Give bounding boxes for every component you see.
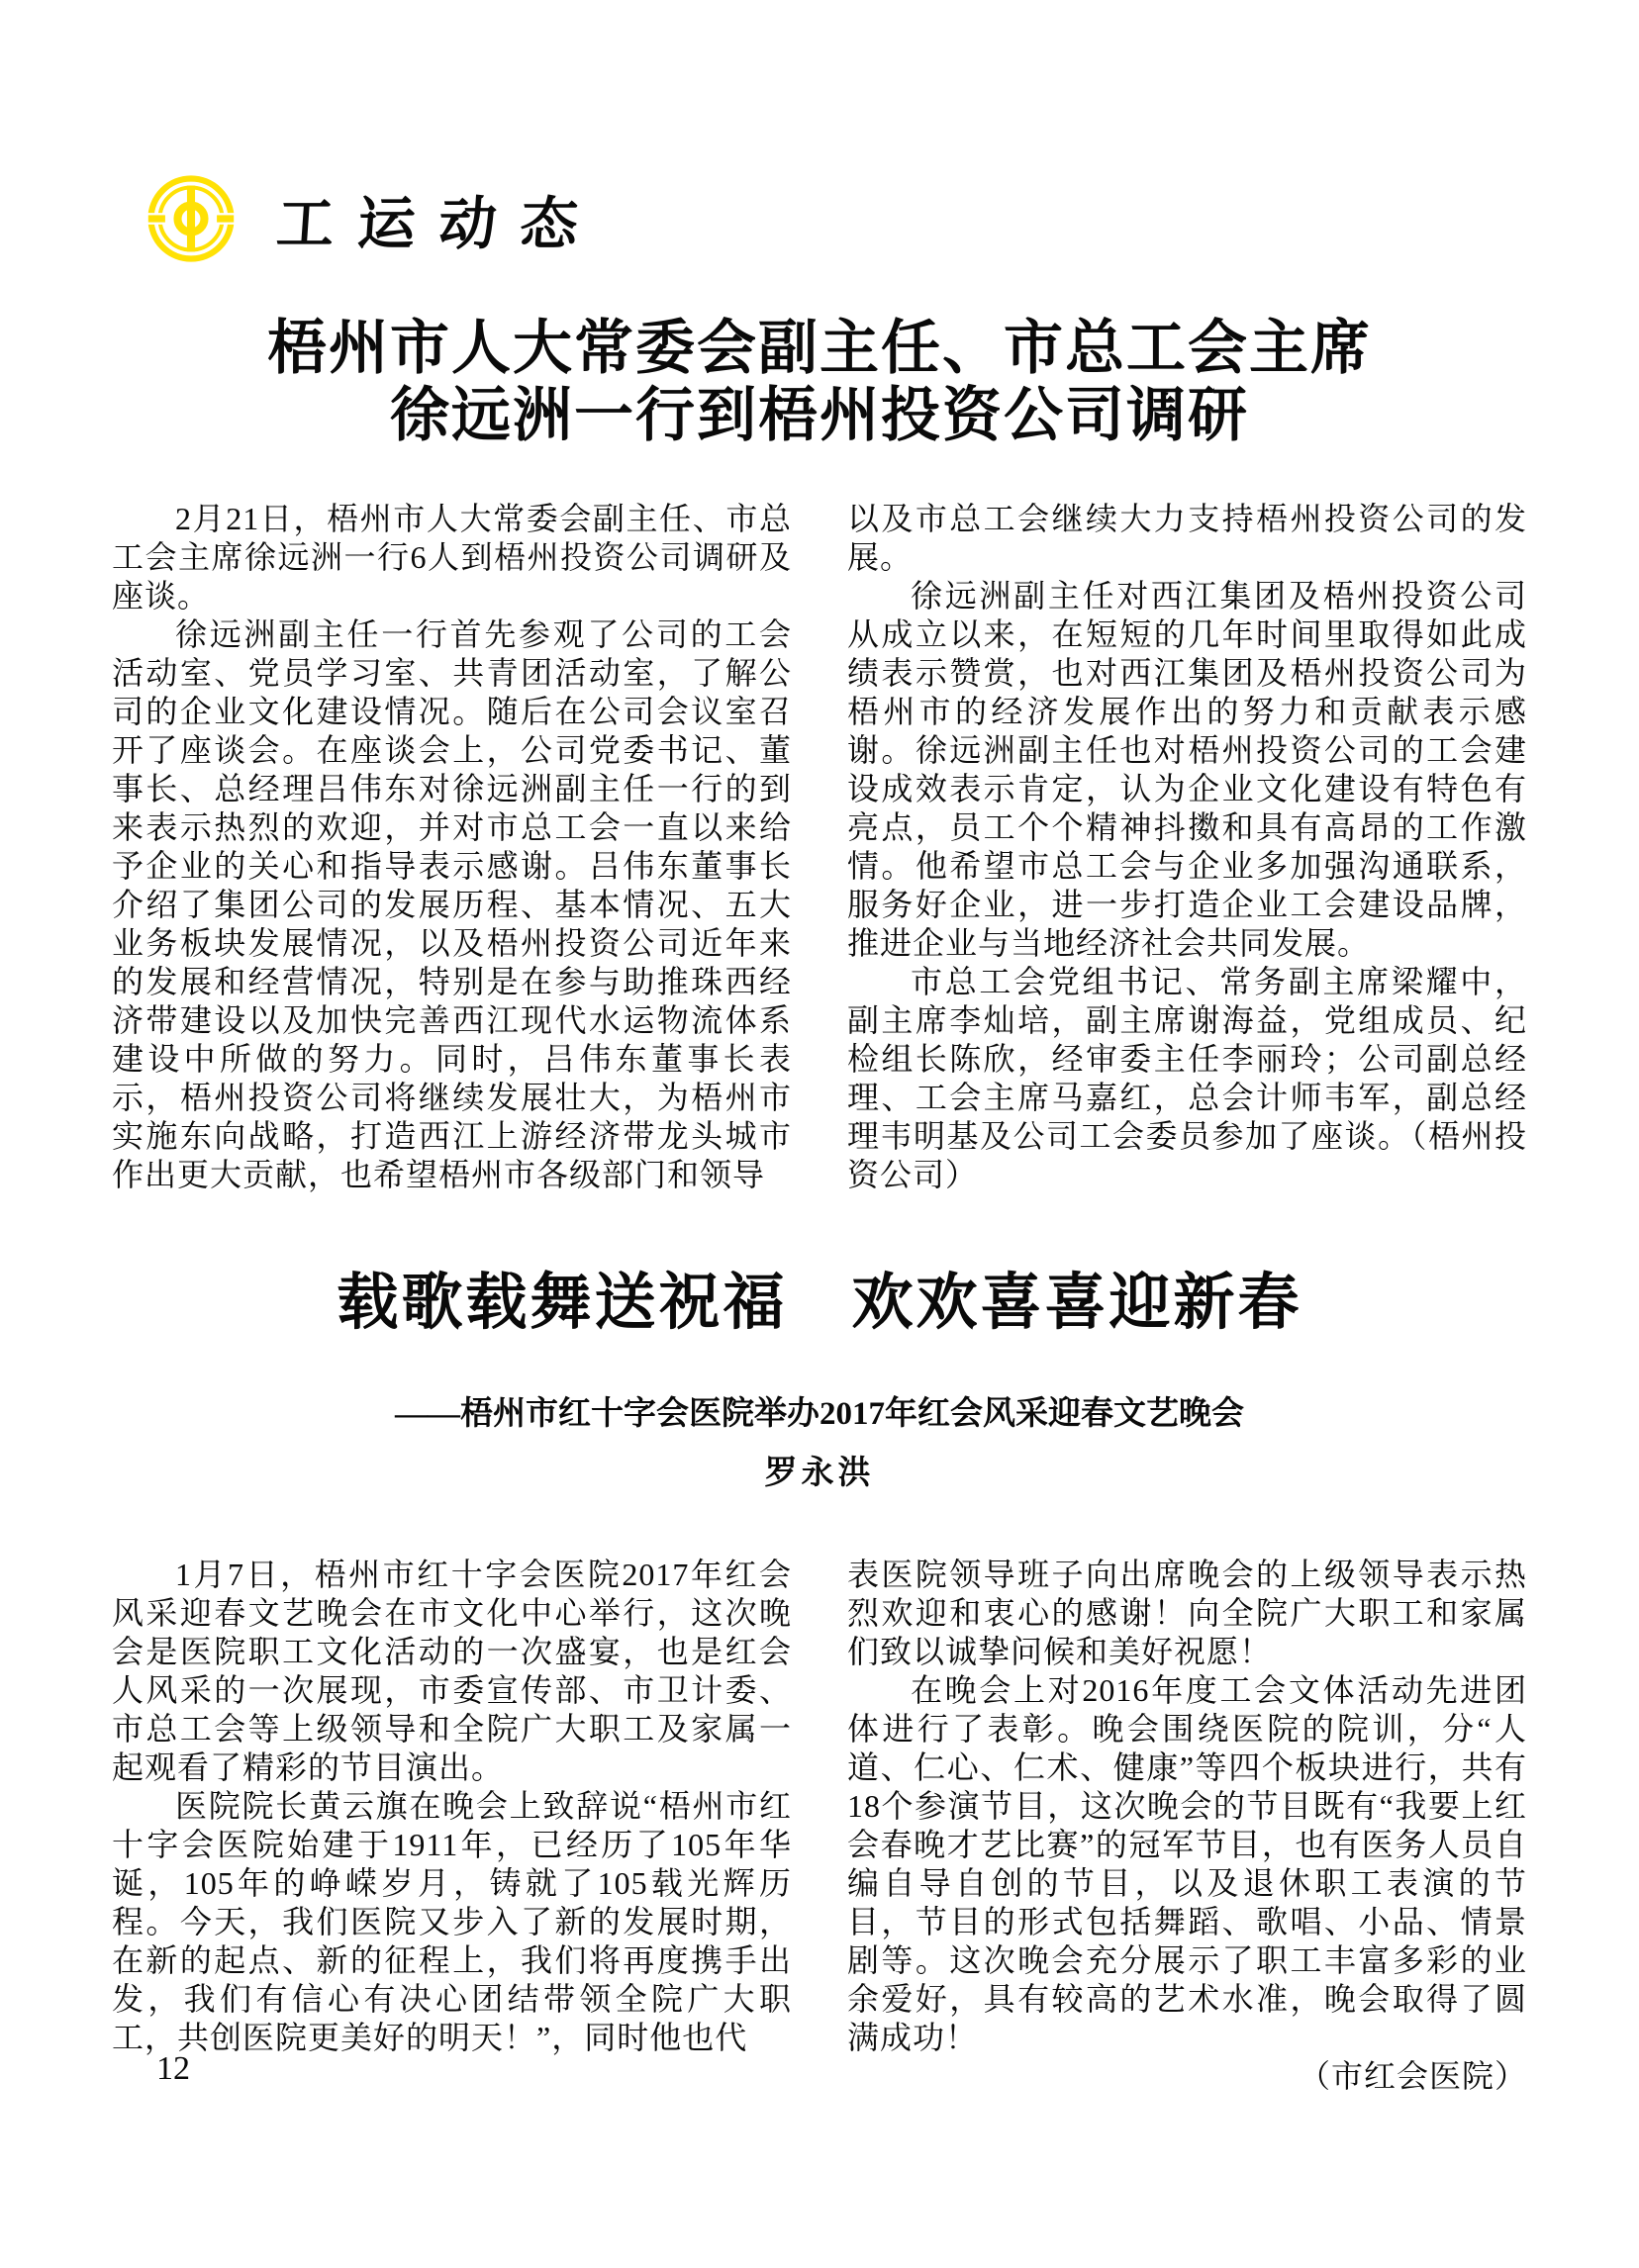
article2-column-right xyxy=(847,1556,1527,2096)
paragraph: 2月21日，梧州市人大常委会副主任、市总工会主席徐远洲一行6人到梧州投资公司调研及座谈。 xyxy=(112,501,792,614)
paragraph: 市总工会党组书记、常务副主席梁耀中，副主席李灿培，副主席谢海益，党组成员、纪检组长陈欣，经审委主任李丽玲；公司副总经理、工会主席马嘉红，总会计师韦军，副总经理韦明基及公司工会委员参加了座谈。（梧州投资公司） xyxy=(847,964,1527,1192)
article1-title-line1: 梧州市人大常委会副主任、市总工会主席 xyxy=(267,316,1372,381)
article1-column-left xyxy=(112,500,792,1194)
article2-title: 载歌载舞送祝福 欢欢喜喜迎新春 xyxy=(337,1270,1302,1337)
article2-column-left xyxy=(112,1556,792,2096)
page-number: 12 xyxy=(156,2050,190,2087)
section-label: 工运动态 xyxy=(274,192,604,256)
masthead xyxy=(146,174,602,263)
article1-title xyxy=(0,315,1639,449)
article2-credit: （市红会医院） xyxy=(1298,2058,1527,2094)
paragraph: 在晚会上对2016年度工会文体活动先进团体进行了表彰。晚会围绕医院的院训，分“人道、仁心、仁术、健康”等四个板块进行，共有18个参演节目，这次晚会的节目既有“我要上红会春晚才艺比赛”的冠军节目，也有医务人员自编自导自创的节目，以及退休职工表演的节目，节目的形式包括舞蹈、歌唱、小品、情景剧等。这次晚会充分展示了职工丰富多彩的业余爱好，具有较高的艺术水准，晚会取得了圆满成功！ xyxy=(847,1672,1527,2055)
paragraph: 徐远洲副主任对西江集团及梧州投资公司从成立以来，在短短的几年时间里取得如此成绩表示赞赏，也对西江集团及梧州投资公司为梧州市的经济发展作出的努力和贡献表示感谢。徐远洲副主任也对梧州投资公司的工会建设成效表示肯定，认为企业文化建设有特色有亮点，员工个个精神抖擞和具有高昂的工作激情。他希望市总工会与企业多加强沟通联系，服务好企业，进一步打造企业工会建设品牌，推进企业与当地经济社会共同发展。 xyxy=(847,578,1527,961)
article1-column-right xyxy=(847,500,1527,1194)
article1-title-line2: 徐远洲一行到梧州投资公司调研 xyxy=(390,383,1249,448)
union-logo-icon xyxy=(146,174,236,263)
paragraph: 表医院领导班子向出席晚会的上级领导表示热烈欢迎和衷心的感谢！向全院广大职工和家属们致以诚挚问候和美好祝愿！ xyxy=(847,1557,1527,1669)
article2-body xyxy=(112,1556,1527,2096)
paragraph: 1月7日，梧州市红十字会医院2017年红会风采迎春文艺晚会在市文化中心举行，这次晚会是医院职工文化活动的一次盛宴，也是红会人风采的一次展现，市委宣传部、市卫计委、市总工会等上级领导和全院广大职工及家属一起观看了精彩的节目演出。 xyxy=(112,1557,792,1785)
article2-author-byline: 罗永洪 xyxy=(764,1456,875,1491)
paragraph: 以及市总工会继续大力支持梧州投资公司的发展。 xyxy=(847,501,1527,575)
paragraph: 医院院长黄云旗在晚会上致辞说“梧州市红十字会医院始建于1911年，已经历了105年华诞，105年的峥嵘岁月，铸就了105载光辉历程。今天，我们医院又步入了新的发展时期，在新的起点、新的征程上，我们将再度携手出发，我们有信心有决心团结带领全院广大职工，共创医院更美好的明天！”，同时他也代 xyxy=(112,1788,792,2055)
paragraph: 徐远洲副主任一行首先参观了公司的工会活动室、党员学习室、共青团活动室，了解公司的企业文化建设情况。随后在公司会议室召开了座谈会。在座谈会上，公司党委书记、董事长、总经理吕伟东对徐远洲副主任一行的到来表示热烈的欢迎，并对市总工会一直以来给予企业的关心和指导表示感谢。吕伟东董事长介绍了集团公司的发展历程、基本情况、五大业务板块发展情况，以及梧州投资公司近年来的发展和经营情况，特别是在参与助推珠西经济带建设以及加快完善西江现代水运物流体系建设中所做的努力。同时，吕伟东董事长表示，梧州投资公司将继续发展壮大，为梧州市实施东向战略，打造西江上游经济带龙头城市作出更大贡献，也希望梧州市各级部门和领导 xyxy=(112,616,792,1192)
article2-subtitle: ——梧州市红十字会医院举办2017年红会风采迎春文艺晚会 xyxy=(395,1396,1244,1432)
article1-body xyxy=(112,500,1527,1194)
